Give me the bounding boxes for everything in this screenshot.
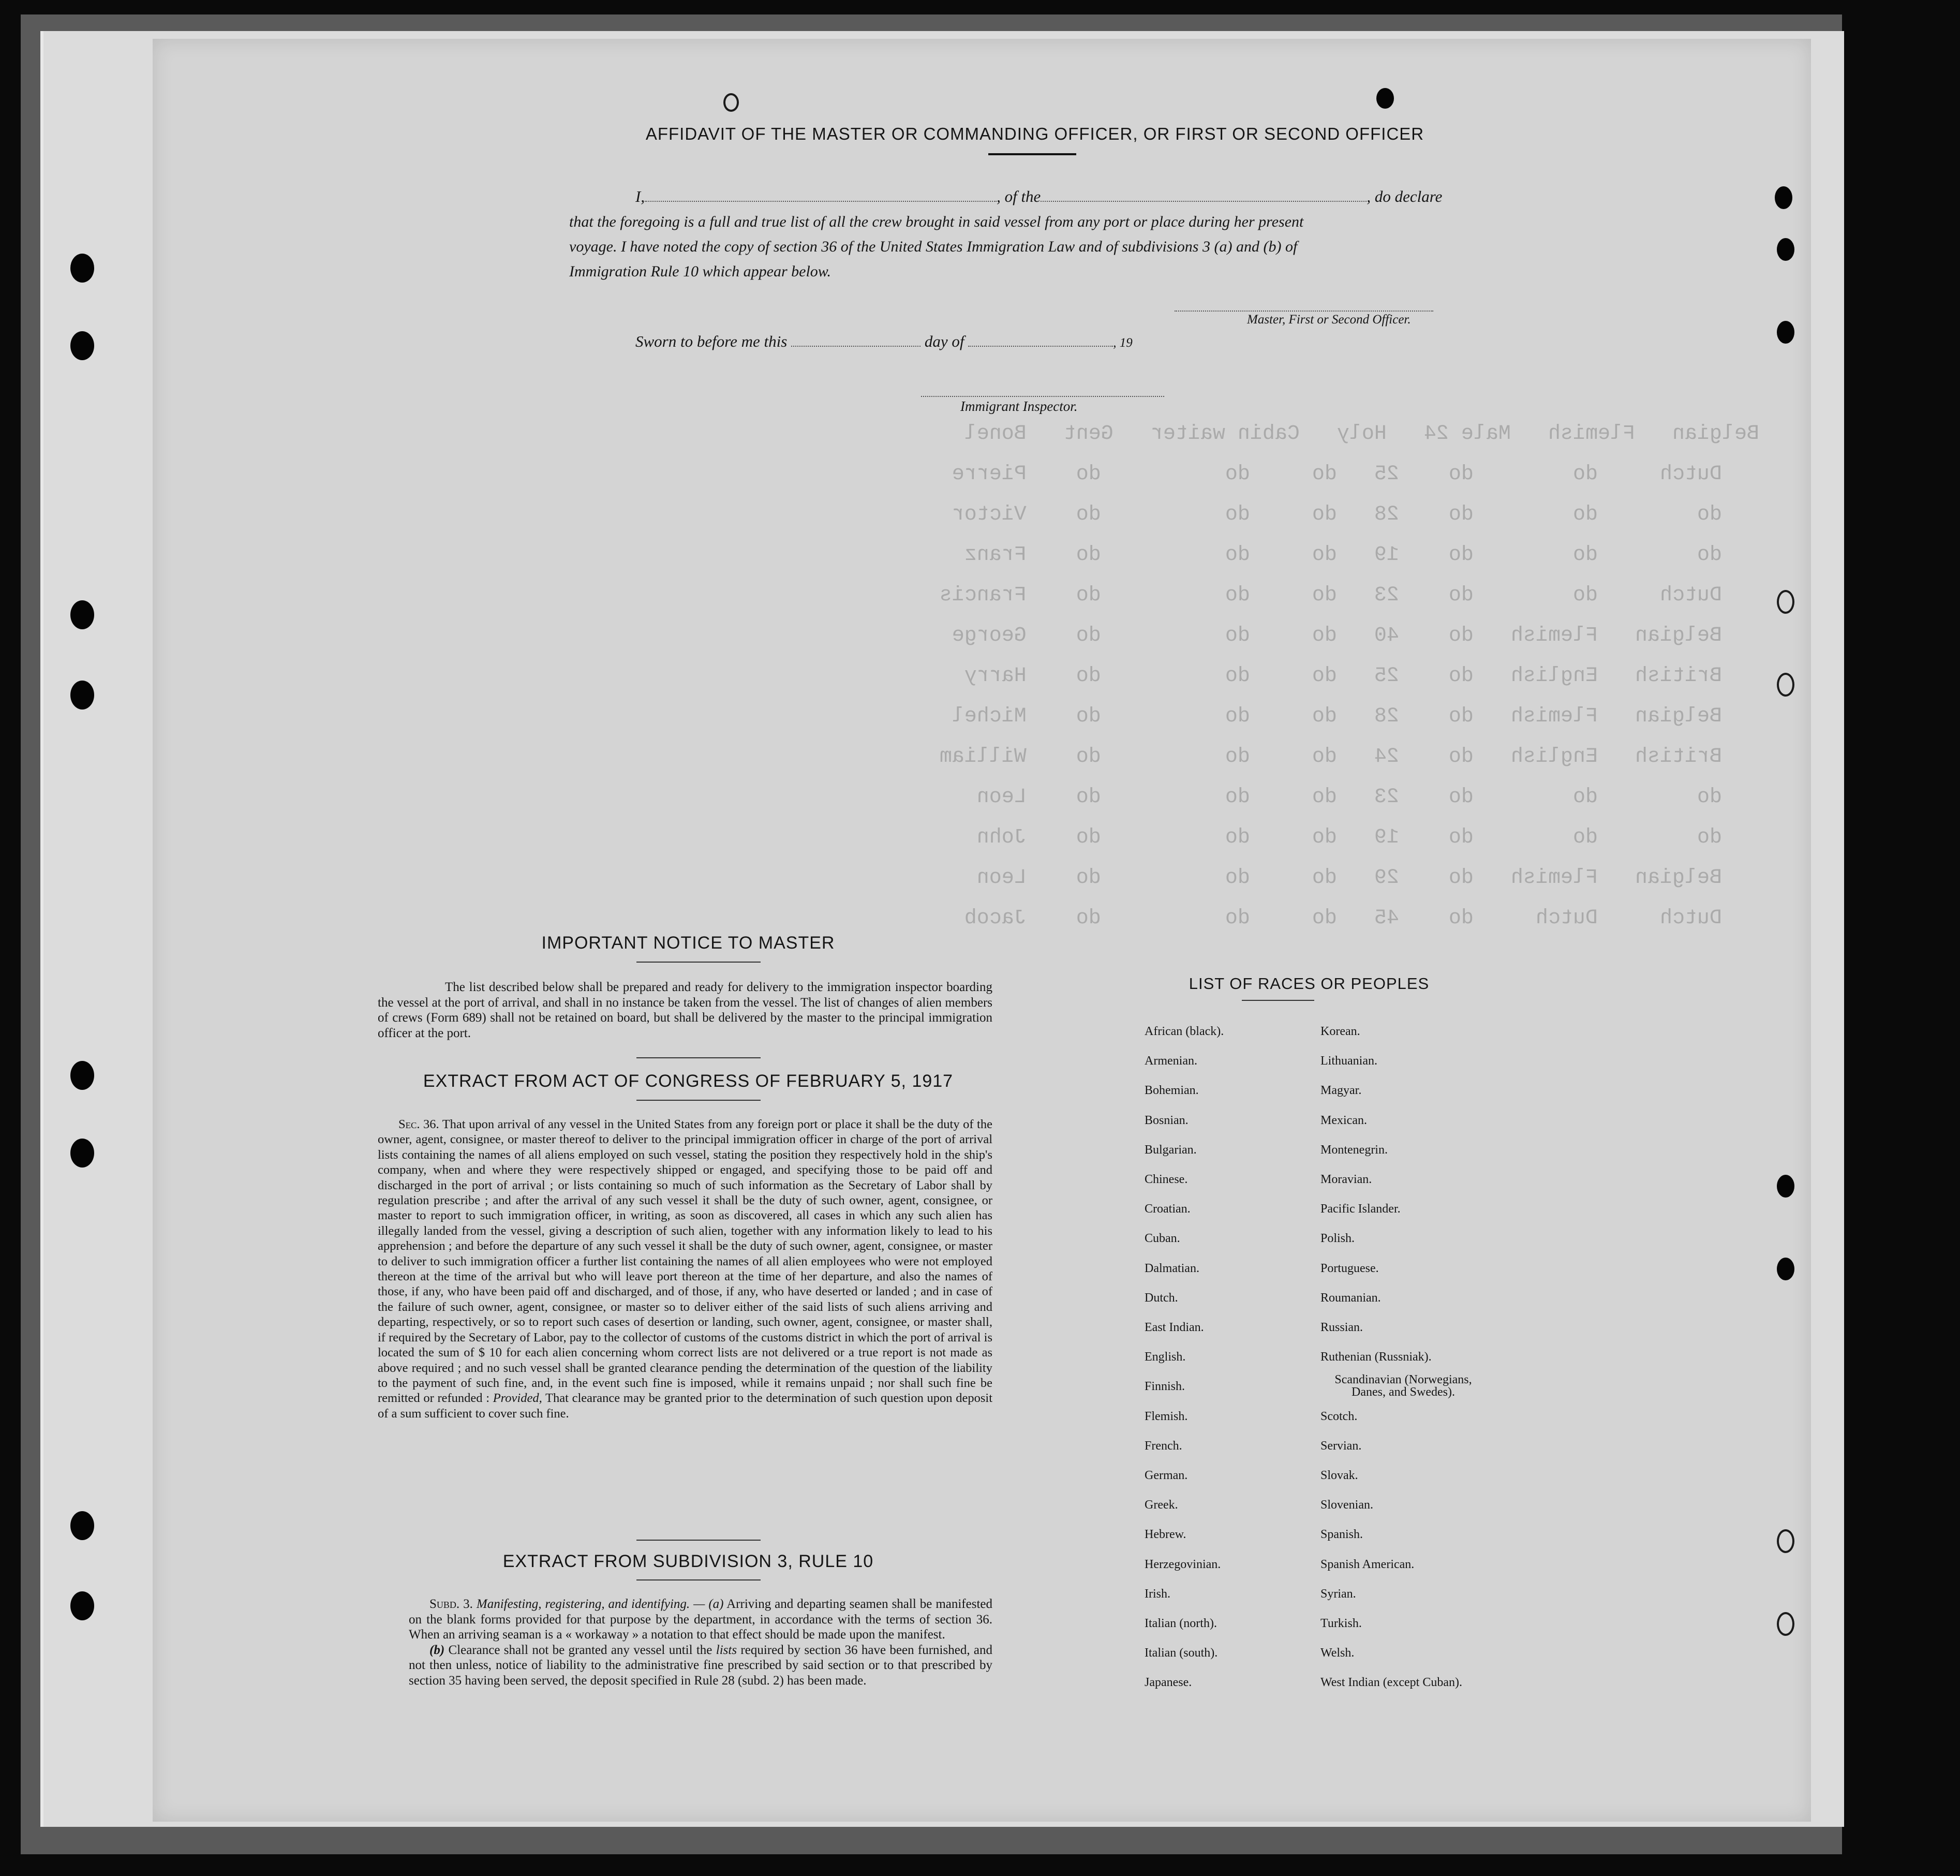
sworn-year: , 19 [1113, 336, 1133, 350]
month-blank[interactable] [968, 346, 1113, 347]
race-right: Portuguese. [1320, 1261, 1379, 1275]
race-right: Russian. [1320, 1321, 1363, 1334]
race-right: Slovenian. [1320, 1498, 1373, 1512]
affidavit-declare: , do declare [1367, 187, 1443, 205]
affidavit-line-2: that the foregoing is a full and true list of all the crew brought in said vessel from any port or place during her present [569, 213, 1304, 230]
rule10-underline [636, 1579, 761, 1580]
race-right: Korean. [1320, 1025, 1360, 1038]
race-left: German. [1145, 1469, 1188, 1482]
binder-hole [70, 331, 94, 360]
race-right: Montenegrin. [1320, 1143, 1388, 1157]
section-label: Sec. 36. [398, 1117, 439, 1131]
race-left: French. [1145, 1439, 1182, 1453]
race-left: Greek. [1145, 1498, 1178, 1512]
sworn-day-of: day of [924, 332, 964, 350]
affidavit-line-4: Immigration Rule 10 which appear below. [569, 263, 831, 280]
notice-body [378, 980, 992, 1041]
sworn-text: Sworn to before me this [635, 332, 788, 350]
race-left: Japanese. [1145, 1676, 1192, 1690]
binder-hole [70, 254, 94, 283]
act-title: EXTRACT FROM ACT OF CONGRESS OF FEBRUARY 5, 1917 [423, 1071, 954, 1091]
race-right: Welsh. [1320, 1646, 1355, 1660]
punch-mark [723, 93, 739, 112]
para-a-text: Arriving and departing seamen shall be manifested on the blank forms provided for that purpose by the department, in accordance with the terms of section 36. When an arriving seaman is a « workaway » a notation to that effect should be made upon the manifest. [409, 1597, 993, 1642]
inspector-signature-line[interactable] [921, 396, 1164, 397]
para-b-label: (b) [429, 1643, 445, 1657]
binder-hole [70, 1591, 94, 1620]
race-left: Dalmatian. [1145, 1261, 1199, 1275]
sworn-line [635, 332, 1133, 351]
race-left: Herzegovinian. [1145, 1557, 1221, 1571]
section-text: That upon arrival of any vessel in the United States from any foreign port or place it shall be the duty of the owner, agent, consignee, or master thereof to deliver to the principal immigration officer in charge of the port of arrival lists containing the names of all aliens employed on such vessel, stating the position they respectively hold in the ship's company, when and where they were respectively shipped or engaged, and specifying those to be paid off and discharged in the port of arrival ; or lists containing so much of such information as the Secretary of Labor shall by regulation prescribe ; and after the arrival of any such vessel it shall be the duty of such owner, agent, consignee, or master to report to such immigration officer, in writing, as soon as discovered, all cases in which any such alien has illegally landed from the vessel, giving a description of such alien, together with any information likely to lead to his apprehension ; and before the departure of any such vessel it shall be the duty of such owner, agent, consignee, or master to deliver to such immigration officer a further list containing the names of all alien employees who were not employed thereon at the time of the arrival but who will leave port thereon at the time of her departure, and also the names of those, if any, who have been paid off and discharged, and of those, if any, who have deserted or landed ; and in case of the failure of such owner, agent, consignee, or master so to deliver either of the said lists of such aliens arriving and departing, respectively, or so to report such cases of desertion or landing, such owner, agent, consignee, or master shall, if required by the Secretary of Labor, pay to the collector of customs of the customs district in which the port of arrival is located the sum of $ 10 for each alien concerning whom correct lists are not delivered or a true report is not made as above required ; and no such vessel shall be granted clearance pending the determination of the question of the liability to the payment of such fine, and, in the event such fine is imposed, while it remains unpaid ; nor shall such fine be remitted or refunded : [378, 1117, 992, 1406]
inspector-caption: Immigrant Inspector. [960, 398, 1078, 414]
binder-ring [1777, 590, 1794, 614]
race-left: Armenian. [1145, 1054, 1197, 1068]
punch-mark [1376, 88, 1394, 109]
binder-hole [70, 1139, 94, 1168]
race-left: Cuban. [1145, 1232, 1180, 1246]
section-divider [636, 1540, 761, 1541]
affidavit-i: I, [635, 187, 645, 205]
para-b-text-1: Clearance shall not be granted any vessel until the [448, 1643, 712, 1657]
race-left: Flemish. [1145, 1409, 1188, 1423]
binder-hole [1777, 1258, 1794, 1280]
subd-heading: Manifesting, registering, and identifying. — (a) [476, 1597, 724, 1611]
day-blank[interactable] [791, 346, 920, 347]
bleed-through-text: Belgian Flemish Male 24 Holy Cabin waiter Gent Bonel Dutch do do 25 do do do Pierre do do do 28 do do do Victor do do do 19 do do do Franz Dutch do do 23 do do do Francis Belgian Flemish do 40 do do do George British English do 25 do do do Harry Belgian Flemish do 28 do do do Michel British English do 24 do do do William do do do 23 do do do Leon do do do 19 do do do John Belgian Flemish do 29 do do do Leon Dutch Dutch do 45 do do do Jacob [939, 422, 1759, 930]
race-left: English. [1145, 1350, 1186, 1364]
signature-line[interactable] [1175, 311, 1433, 312]
race-right: Roumanian. [1320, 1291, 1381, 1305]
race-right: Magyar. [1320, 1084, 1362, 1098]
proviso-text: That clearance may be granted prior to the determination of such question upon deposit of a sum sufficient to cover such fine. [378, 1391, 993, 1421]
race-left: Bosnian. [1145, 1113, 1189, 1127]
race-left: Dutch. [1145, 1291, 1178, 1305]
race-right: Servian. [1320, 1439, 1362, 1453]
section-divider [636, 1057, 761, 1058]
binder-hole [1777, 321, 1794, 344]
race-right: Lithuanian. [1320, 1054, 1377, 1068]
act-text [378, 1117, 992, 1421]
race-left: Hebrew. [1145, 1528, 1186, 1542]
race-right: Syrian. [1320, 1587, 1356, 1601]
subd-label: Subd. 3. [429, 1597, 473, 1611]
name-blank[interactable] [645, 201, 997, 202]
signature-caption: Master, First or Second Officer. [1247, 313, 1411, 327]
notice-title: IMPORTANT NOTICE TO MASTER [541, 933, 835, 953]
race-left: Finnish. [1145, 1380, 1185, 1394]
race-right: Slovak. [1320, 1469, 1358, 1482]
race-right: Ruthenian (Russniak). [1320, 1350, 1432, 1364]
rule10-para-b [409, 1643, 992, 1689]
race-right: Scotch. [1320, 1409, 1358, 1423]
vessel-blank[interactable] [1041, 201, 1367, 202]
para-b-lists: lists [716, 1643, 737, 1657]
affidavit-title: AFFIDAVIT OF THE MASTER OR COMMANDING OFFICER, OR FIRST OR SECOND OFFICER [645, 124, 1424, 143]
rule10-title: EXTRACT FROM SUBDIVISION 3, RULE 10 [502, 1552, 874, 1571]
binder-ring [1777, 673, 1794, 697]
rule10-body [409, 1597, 992, 1688]
race-right: Moravian. [1320, 1173, 1372, 1186]
affidavit-line-1 [635, 187, 1442, 206]
race-right: Pacific Islander. [1320, 1202, 1401, 1216]
affidavit-line-3: voyage. I have noted the copy of section 36 of the United States Immigration Law and of subdivisions 3 (a) and (b) of [569, 238, 1298, 255]
race-left: Croatian. [1145, 1202, 1191, 1216]
race-left: East Indian. [1145, 1321, 1204, 1334]
races-title: LIST OF RACES OR PEOPLES [1189, 974, 1430, 993]
race-right: Mexican. [1320, 1113, 1367, 1127]
races-underline [1242, 1000, 1314, 1001]
binder-hole [70, 681, 94, 710]
race-left: Italian (north). [1145, 1617, 1217, 1630]
race-right: Spanish American. [1320, 1557, 1415, 1571]
rule10-para-a [409, 1597, 992, 1643]
binder-hole [70, 600, 94, 629]
race-right: Spanish. [1320, 1528, 1363, 1542]
affidavit-of-the: , of the [997, 187, 1041, 205]
binder-hole [1777, 1175, 1794, 1198]
race-left: African (black). [1145, 1025, 1224, 1038]
proviso-label: Provided, [493, 1391, 542, 1406]
race-left: Chinese. [1145, 1173, 1188, 1186]
race-right: Turkish. [1320, 1617, 1362, 1630]
race-left: Bohemian. [1145, 1084, 1199, 1098]
notice-underline [636, 962, 761, 963]
race-left: Italian (south). [1145, 1646, 1218, 1660]
race-left: Irish. [1145, 1587, 1170, 1601]
binder-ring [1777, 1529, 1794, 1553]
notice-text: The list described below shall be prepared and ready for delivery to the immigration inspector boarding the vessel at the port of arrival, and shall in no instance be taken from the vessel. The list of changes of alien members of crews (Form 689) shall not be retained on board, but shall be delivered by the master to the principal immigration officer at the port. [378, 980, 992, 1040]
act-underline [636, 1100, 761, 1101]
act-body [378, 1117, 992, 1421]
binder-hole [70, 1511, 94, 1540]
races-list [1145, 1025, 1527, 1697]
race-right: Polish. [1320, 1232, 1355, 1246]
para-b-text-2: required by section 36 have been furnished, and not then unless, notice of liability to the administrative fine prescribed by said section or to that prescribed by section 35 having been served, the deposit specified in Rule 28 (subd. 2) has been made. [409, 1643, 993, 1688]
race-right: West Indian (except Cuban). [1320, 1676, 1462, 1690]
binder-hole [1777, 238, 1794, 261]
binder-hole [1775, 186, 1792, 209]
binder-hole [70, 1061, 94, 1090]
race-right: Scandinavian (Norwegians, Danes, and Swedes). [1334, 1373, 1472, 1399]
title-underline [988, 153, 1076, 155]
race-left: Bulgarian. [1145, 1143, 1197, 1157]
binder-ring [1777, 1612, 1794, 1636]
